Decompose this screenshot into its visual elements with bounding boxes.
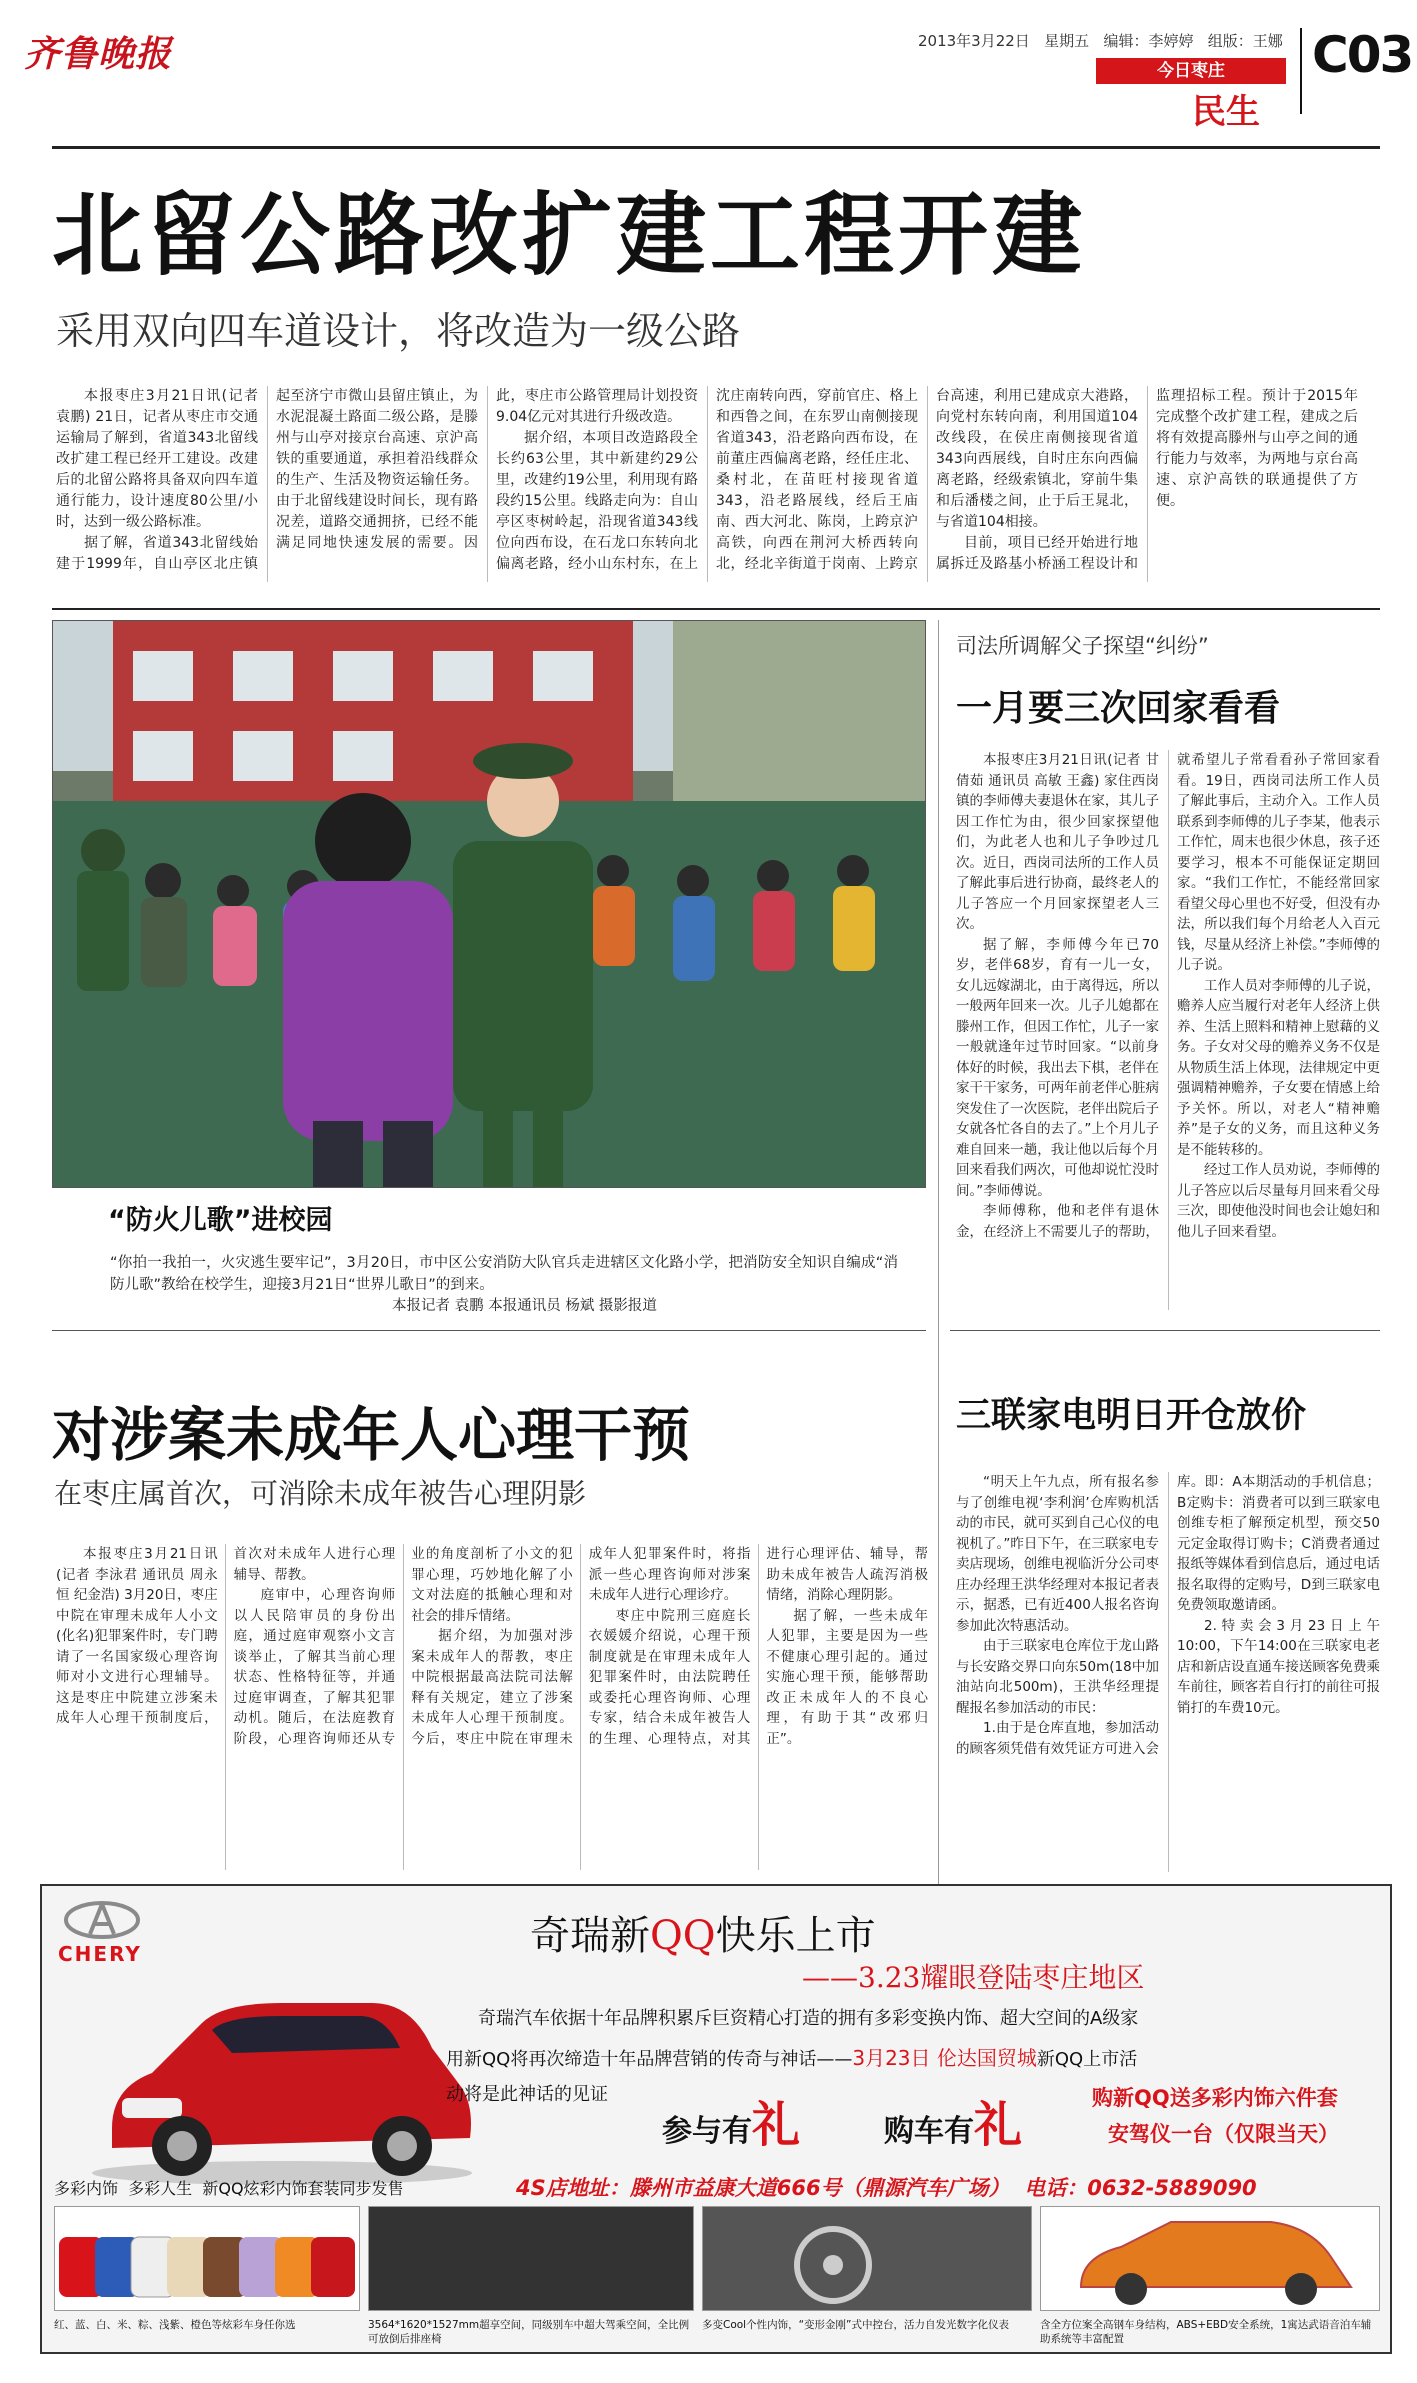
side-rule — [950, 1330, 1380, 1331]
paper-name-logo: 齐鲁晚报 — [24, 33, 173, 75]
ad-join-char: 礼 — [752, 2097, 801, 2153]
ad-thumb-dashboard — [702, 2206, 1032, 2311]
photo-rule — [52, 1330, 926, 1331]
ad-gift1: 购新QQ送多彩内饰六件套 — [1092, 2086, 1338, 2110]
ad-caption: 红、蓝、白、米、粽、浅紫、橙色等炫彩车身任你选 — [54, 2319, 296, 2331]
side-body — [956, 750, 1380, 1310]
ad-join-gift — [662, 2086, 800, 2155]
ad-tagline: 多彩内饰 多彩人生 新QQ炫彩内饰套装同步发售 — [54, 2179, 404, 2198]
photo-caption-title: “防火儿歌”进校园 — [108, 1205, 333, 1236]
ad-caption: 多变Cool个性内饰，“变形金刚”式中控台，活力自发光数字化仪表 — [702, 2319, 1009, 2331]
editor-credit: 编辑：李婷婷 — [1103, 32, 1194, 50]
lead-body — [56, 386, 1358, 582]
section-rule — [52, 608, 1380, 610]
lead-paragraph: 据介绍，本项目改造路段全长约63公里，其中新建约29公里，改建约19公里，利用现有路段约15公里。线路走向为：自山亭区枣树岭起，沿现省道343线位向西布设，在石龙口东转向北偏离老路，经小山东村东，在上沈庄南转向西，穿前官庄、格上和西鲁之间，在东罗山南侧接现省道343，沿老路向西布设，在前董庄西偏离老路，经任庄北、桑村北，在苗旺村接现省道343，沿老路展线，经后王庙南、西大河北、陈岗，上跨京沪高铁，向西在荆河大桥西转向北，经北辛街道于岗南、上跨京台高速，利用已建成京大港路，向党村东转向南，利用国道104改线段，在侯庄南侧接现省道343向西展线，自时庄东向西偏离老路，经级索镇北，穿前牛集和后潘楼之间，止于后王晁北，与省道104相接。 — [496, 388, 1138, 572]
juvenile-paragraph: 庭审中，心理咨询师以人民陪审员的身份出庭，通过庭审观察小文言谈举止，了解其当前心理状态、性格特征等，并通过庭审调查，了解其犯罪动机。随后，在法庭教育阶段，心理咨询师还从专业的角度剖析了小文的犯罪心理，巧妙地化解了小文对法庭的抵触心理和对社会的排斥情绪。 — [233, 1546, 573, 1747]
ad-phone: 0632-5889090 — [1087, 2176, 1257, 2200]
ad-caption: 含全方位案全高钢车身结构，ABS+EBD安全系统，1寓达武语音泊车辅助系统等丰富配置 — [1040, 2319, 1372, 2345]
lead-headline: 北留公路改扩建工程开建 — [52, 183, 1086, 288]
ad-title-post: 快乐上市 — [715, 1913, 876, 1959]
ad-thumb-frame — [1040, 2206, 1380, 2311]
side-kicker: 司法所调解父子探望“纠纷” — [956, 634, 1209, 658]
photo-firefighter-school-scene — [53, 621, 926, 1188]
ad-line2-post: 新QQ上市活 — [1036, 2049, 1138, 2070]
ad-buy-label: 购车有 — [884, 2114, 974, 2149]
car-frame-icon — [1041, 2207, 1381, 2312]
ad-buy-char: 礼 — [974, 2097, 1023, 2153]
juvenile-subhead: 在枣庄属首次，可消除未成年被告心理阴影 — [54, 1477, 587, 1510]
chery-ad — [40, 1884, 1392, 2354]
chery-logo-icon — [62, 1900, 142, 1940]
appliance-headline: 三联家电明日开仓放价 — [956, 1396, 1307, 1436]
ad-line2-date: 3月23日 伦达国贸城 — [852, 2046, 1037, 2070]
ad-brand: CHERY — [58, 1942, 142, 1966]
ad-title-pre: 奇瑞新 — [530, 1913, 650, 1959]
layout-credit: 组版：王娜 — [1207, 32, 1283, 50]
ad-line1: 奇瑞汽车依据十年品牌积累斥巨资精心打造的拥有多彩变换内饰、超大空间的A级家 — [478, 2008, 1139, 2029]
lead-paragraph: 目前，项目已经开始进行地属拆迁及路基小桥涵工程设计和监理招标工程。预计于2015年完成整个改扩建工程，建成之后将有效提高滕州与山亭之间的通行能力与效率，为两地与京台高速、京沪高铁的联通提供了方便。 — [936, 388, 1358, 572]
section-tag: 今日枣庄 — [1096, 58, 1286, 84]
ad-caption: 3564*1620*1527mm超享空间，同级别车中超大驾乘空间，全比例可放倒后排座椅 — [368, 2319, 690, 2345]
ad-line3: 动将是此神话的见证 — [446, 2084, 608, 2105]
ad-slogan: ——3.23耀眼登陆枣庄地区 — [802, 1961, 1145, 1994]
juvenile-body — [56, 1544, 928, 1870]
lead-subhead: 采用双向四车道设计，将改造为一级公路 — [56, 309, 741, 353]
ad-line2-pre: 用新QQ将再次缔造十年品牌营销的传奇与神话—— — [446, 2049, 853, 2070]
ad-title — [530, 1904, 876, 1961]
juvenile-paragraph: 据介绍，为加强对涉案未成年人的帮教，枣庄中院根据最高法院司法解释有关规定，建立了涉案未成年人心理干预制度。今后，枣庄中院在审理未成年人犯罪案件时，将指派一些心理咨询师对涉案未成年人进行心理诊疗。 — [411, 1546, 751, 1747]
photo-credit: 本报记者 袁鹏 本报通讯员 杨斌 摄影报道 — [392, 1298, 657, 1314]
lead-paragraph: 本报枣庄3月21日讯(记者 袁鹏) 21日，记者从枣庄市交通运输局了解到，省道343北留线改扩建工程已经开工建设。改建后的北留公路将具备双向四车道通行能力，设计速度80公里/小时，达到一级公路标准。 — [56, 388, 258, 530]
car-illustration — [82, 1978, 482, 2188]
ad-thumb-interior — [368, 2206, 694, 2311]
ad-line2 — [446, 2042, 1137, 2071]
appliance-paragraph: 由于三联家电仓库位于龙山路与长安路交界口向东50m(18中加油站向北500m)，王洪华经理提醒报名参加活动的市民： — [956, 1638, 1159, 1716]
side-paragraph: 工作人员对李师傅的儿子说，赡养人应当履行对老年人经济上供养、生活上照料和精神上慰藉的义务。子女对父母的赡养义务不仅是从物质生活上体现，法律规定中更强调精神赡养，子女要在情感上给予关怀。所以，对老人“精神赡养”是子女的义务，而且这种义务是不能转移的。 — [1177, 977, 1380, 1158]
color-cars-icon — [55, 2207, 360, 2311]
appliance-paragraph: 1.由于是仓库直地，参加活动的顾客须凭借有效凭证方可进入会库。即：A本期活动的手机信息；B定购卡：消费者可以到三联家电创维专柜了解预定机型，预交50元定金取得订购卡；C消费者通过报纸等媒体看到信息后，通过电话报名取得的定购号，D到三联家电免费领取邀请函。 — [956, 1474, 1380, 1757]
side-paragraph: 本报枣庄3月21日讯(记者 甘倩茹 通讯员 高敏 王鑫) 家住西岗镇的李师傅夫妻退休在家，其儿子因工作忙为由，很少回家探望他们，为此老人也和儿子争吵过几次。近日，西岗司法所的工作人员了解此事后进行协商，最终老人的儿子答应一个月回家探望老人三次。 — [956, 752, 1159, 932]
issue-date: 2013年3月22日 — [918, 32, 1030, 50]
steering-wheel-icon — [703, 2207, 1033, 2312]
side-paragraph: 据了解，李师傅今年已70岁，老伴68岁，育有一儿一女，女儿远嫁湖北，由于离得远，所以一般两年回来一次。儿子儿媳都在滕州工作，但因工作忙，儿子一家一般就逢年过节时回家。“以前身体好的时候，我出去下棋，老伴在家干干家务，可两年前老伴心脏病突发住了一次医院，老伴出院后子女就各忙各自的去了。”上个月儿子难自回来一趟，我让他以后每个月回来看我们两次，可他却说忙没时间。”李师傅说。 — [956, 936, 1159, 1199]
news-photo — [52, 620, 926, 1188]
juvenile-headline: 对涉案未成年人心理干预 — [52, 1401, 691, 1469]
side-headline: 一月要三次回家看看 — [956, 688, 1281, 729]
appliance-paragraph: “明天上午九点，所有报名参与了创维电视‘李利润’仓库购机活动的市民，就可买到自己心仪的电视机了。”昨日下午，在三联家电专卖店现场，创维电视临沂分公司枣庄办经理王洪华经理对本报记者表示，据悉，已有近400人报名咨询参加此次特惠活动。 — [956, 1474, 1159, 1634]
ad-phone-label: 电话： — [1024, 2176, 1088, 2200]
ad-address: 滕州市益康大道666号（鼎源汽车广场） — [629, 2176, 1010, 2200]
juvenile-paragraph: 据了解，一些未成年人犯罪，主要是因为一些不健康心理引起的。通过实施心理干预，能够帮助改正未成年人的不良心理，有助于其“改邪归正”。 — [766, 1607, 928, 1747]
side-paragraph: 经过工作人员劝说，李师傅的儿子答应以后尽量每月回来看父母三次，即使他没时间也会让媳妇和他儿子回来看望。 — [1177, 1162, 1380, 1240]
masthead-rule — [52, 146, 1380, 149]
issue-weekday: 星期五 — [1044, 32, 1090, 50]
ad-address-label: 4S店地址： — [516, 2176, 630, 2200]
appliance-body — [956, 1472, 1380, 1872]
juvenile-paragraph: 本报枣庄3月21日讯(记者 李泳君 通讯员 周永恒 纪金浩) 3月20日，枣庄中院在审理未成年人小文(化名)犯罪案件时，专门聘请了一名国家级心理咨询师对小文进行心理辅导。这是枣庄中院建立涉案未成年人心理干预制度后，首次对未成年人进行心理辅导、帮教。 — [56, 1546, 396, 1726]
appliance-paragraph: 2.特卖会3月23日上午10:00，下午14:00在三联家电老店和新店设直通车接送顾客免费乘车前往，顾客若自行打的前往可报销打的车费10元。 — [1177, 1617, 1380, 1716]
ad-thumb-colors — [54, 2206, 360, 2311]
juvenile-paragraph: 枣庄中院刑三庭庭长衣媛媛介绍说，心理干预制度就是在审理未成年人犯罪案件时，由法院聘任或委托心理咨询师、心理专家，结合未成年被告人的生理、心理特点，对其进行心理评估、辅导，帮助未成年被告人疏泻消极情绪，消除心理阴影。 — [588, 1546, 928, 1747]
masthead — [0, 0, 1417, 140]
issue-info — [918, 30, 1283, 51]
ad-gift2: 安驾仪一台（仅限当天） — [1108, 2122, 1339, 2146]
photo-caption-text: “你拍一我拍一，火灾逃生要牢记”，3月20日，市中区公安消防大队官兵走进辖区文化路小学，把消防安全知识自编成“消防儿歌”教给在校学生，迎接3月21日“世界儿歌日”的到来。 — [110, 1255, 898, 1293]
ad-join-label: 参与有 — [662, 2114, 752, 2149]
section-name: 民生 — [1192, 92, 1260, 132]
side-paragraph: 李师傅称，他和老伴有退休金，在经济上不需要儿子的帮助，就希望儿子常看看孙子常回家看看。19日，西岗司法所工作人员了解此事后，主动介入。工作人员联系到李师傅的儿子李某，他表示工作忙，周末也很少休息，孩子还要学习，根本不可能保证定期回家。“我们工作忙，不能经常回家看望父母心里也不好受，但没有办法，所以我们每个月给老人入百元钱，尽量从经济上补偿。”李师傅的儿子说。 — [956, 752, 1380, 1240]
ad-contact — [516, 2172, 1257, 2202]
ad-title-qq: QQ — [650, 1913, 716, 1959]
page-divider — [1300, 28, 1302, 114]
side-divider — [938, 620, 939, 1980]
ad-buy-gift — [884, 2086, 1022, 2155]
lead-paragraph: 据了解，省道343北留线始建于1999年，自山亭区北庄镇起至济宁市微山县留庄镇止，为水泥混凝土路面二级公路，是滕州与山亭对接京台高速、京沪高铁的重要通道，承担着沿线群众的生产、生活及物资运输任务。由于北留线建设时间长，现有路况差，道路交通拥挤，已经不能满足同地快速发展的需要。因此，枣庄市公路管理局计划投资9.04亿元对其进行升级改造。 — [56, 388, 698, 572]
page-code: C03 — [1312, 26, 1413, 84]
